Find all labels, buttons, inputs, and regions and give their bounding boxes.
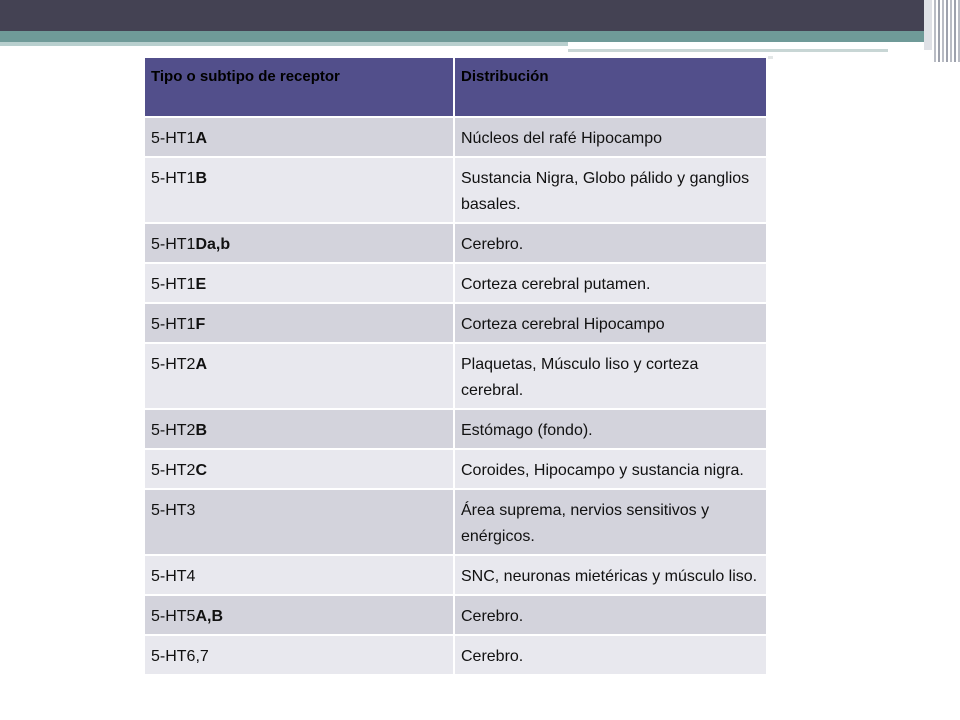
table-row	[144, 555, 767, 595]
receptor-cell	[144, 117, 454, 157]
receptor-prefix: 5-HT1	[151, 130, 196, 147]
distribution-cell: Área suprema, nervios sensitivos y enérgicos.	[454, 489, 767, 555]
distribution-cell: Sustancia Nigra, Globo pálido y ganglios basales.	[454, 157, 767, 223]
table-header-row	[144, 57, 767, 117]
slide-corner-stripes	[932, 0, 960, 62]
distribution-cell: Estómago (fondo).	[454, 409, 767, 449]
receptor-suffix: B	[195, 170, 208, 187]
slide-corner-block	[924, 0, 932, 50]
header-distribution: Distribución	[454, 57, 767, 117]
distribution-cell: Núcleos del rafé Hipocampo	[454, 117, 767, 157]
receptor-cell	[144, 157, 454, 223]
receptor-prefix: 5-HT4	[151, 568, 196, 585]
receptor-suffix: B	[195, 422, 208, 439]
receptor-suffix: E	[195, 276, 207, 293]
receptor-cell	[144, 263, 454, 303]
header-receptor-type: Tipo o subtipo de receptor	[144, 57, 454, 117]
distribution-cell: Cerebro.	[454, 635, 767, 675]
receptor-cell	[144, 555, 454, 595]
distribution-cell: Corteza cerebral putamen.	[454, 263, 767, 303]
receptor-prefix: 5-HT2	[151, 356, 196, 373]
receptor-suffix: C	[195, 462, 208, 479]
receptor-suffix: A	[195, 356, 208, 373]
distribution-cell: SNC, neuronas mietéricas y músculo liso.	[454, 555, 767, 595]
table-row	[144, 343, 767, 409]
table-row	[144, 223, 767, 263]
table-row	[144, 635, 767, 675]
receptor-prefix: 5-HT5	[151, 608, 196, 625]
distribution-cell: Cerebro.	[454, 223, 767, 263]
receptor-cell	[144, 449, 454, 489]
receptor-prefix: 5-HT1	[151, 236, 196, 253]
table-row	[144, 595, 767, 635]
table-row	[144, 263, 767, 303]
receptor-cell	[144, 595, 454, 635]
slide-teal-band	[0, 31, 940, 42]
table-row	[144, 117, 767, 157]
receptor-table	[143, 56, 768, 676]
receptor-cell	[144, 343, 454, 409]
receptor-prefix: 5-HT3	[151, 502, 196, 519]
receptor-prefix: 5-HT2	[151, 462, 196, 479]
receptor-prefix: 5-HT1	[151, 170, 196, 187]
table-row	[144, 409, 767, 449]
table-row	[144, 449, 767, 489]
slide-teal-band-light	[0, 42, 568, 46]
receptor-prefix: 5-HT1	[151, 276, 196, 293]
receptor-suffix: A	[195, 130, 208, 147]
slide-accent-line	[568, 49, 888, 52]
distribution-cell: Coroides, Hipocampo y sustancia nigra.	[454, 449, 767, 489]
distribution-cell: Plaquetas, Músculo liso y corteza cerebral.	[454, 343, 767, 409]
receptor-cell	[144, 409, 454, 449]
receptor-suffix: A,B	[195, 608, 224, 625]
receptor-cell	[144, 303, 454, 343]
table-row	[144, 157, 767, 223]
receptor-prefix: 5-HT1	[151, 316, 196, 333]
receptor-prefix: 5-HT6,7	[151, 648, 209, 665]
receptor-prefix: 5-HT2	[151, 422, 196, 439]
table-row	[144, 489, 767, 555]
table-row	[144, 303, 767, 343]
receptor-cell	[144, 635, 454, 675]
distribution-cell: Cerebro.	[454, 595, 767, 635]
receptor-suffix: Da,b	[195, 236, 231, 253]
receptor-suffix: F	[195, 316, 206, 333]
slide-top-bar	[0, 0, 960, 31]
receptor-cell	[144, 489, 454, 555]
receptor-cell	[144, 223, 454, 263]
distribution-cell: Corteza cerebral Hipocampo	[454, 303, 767, 343]
